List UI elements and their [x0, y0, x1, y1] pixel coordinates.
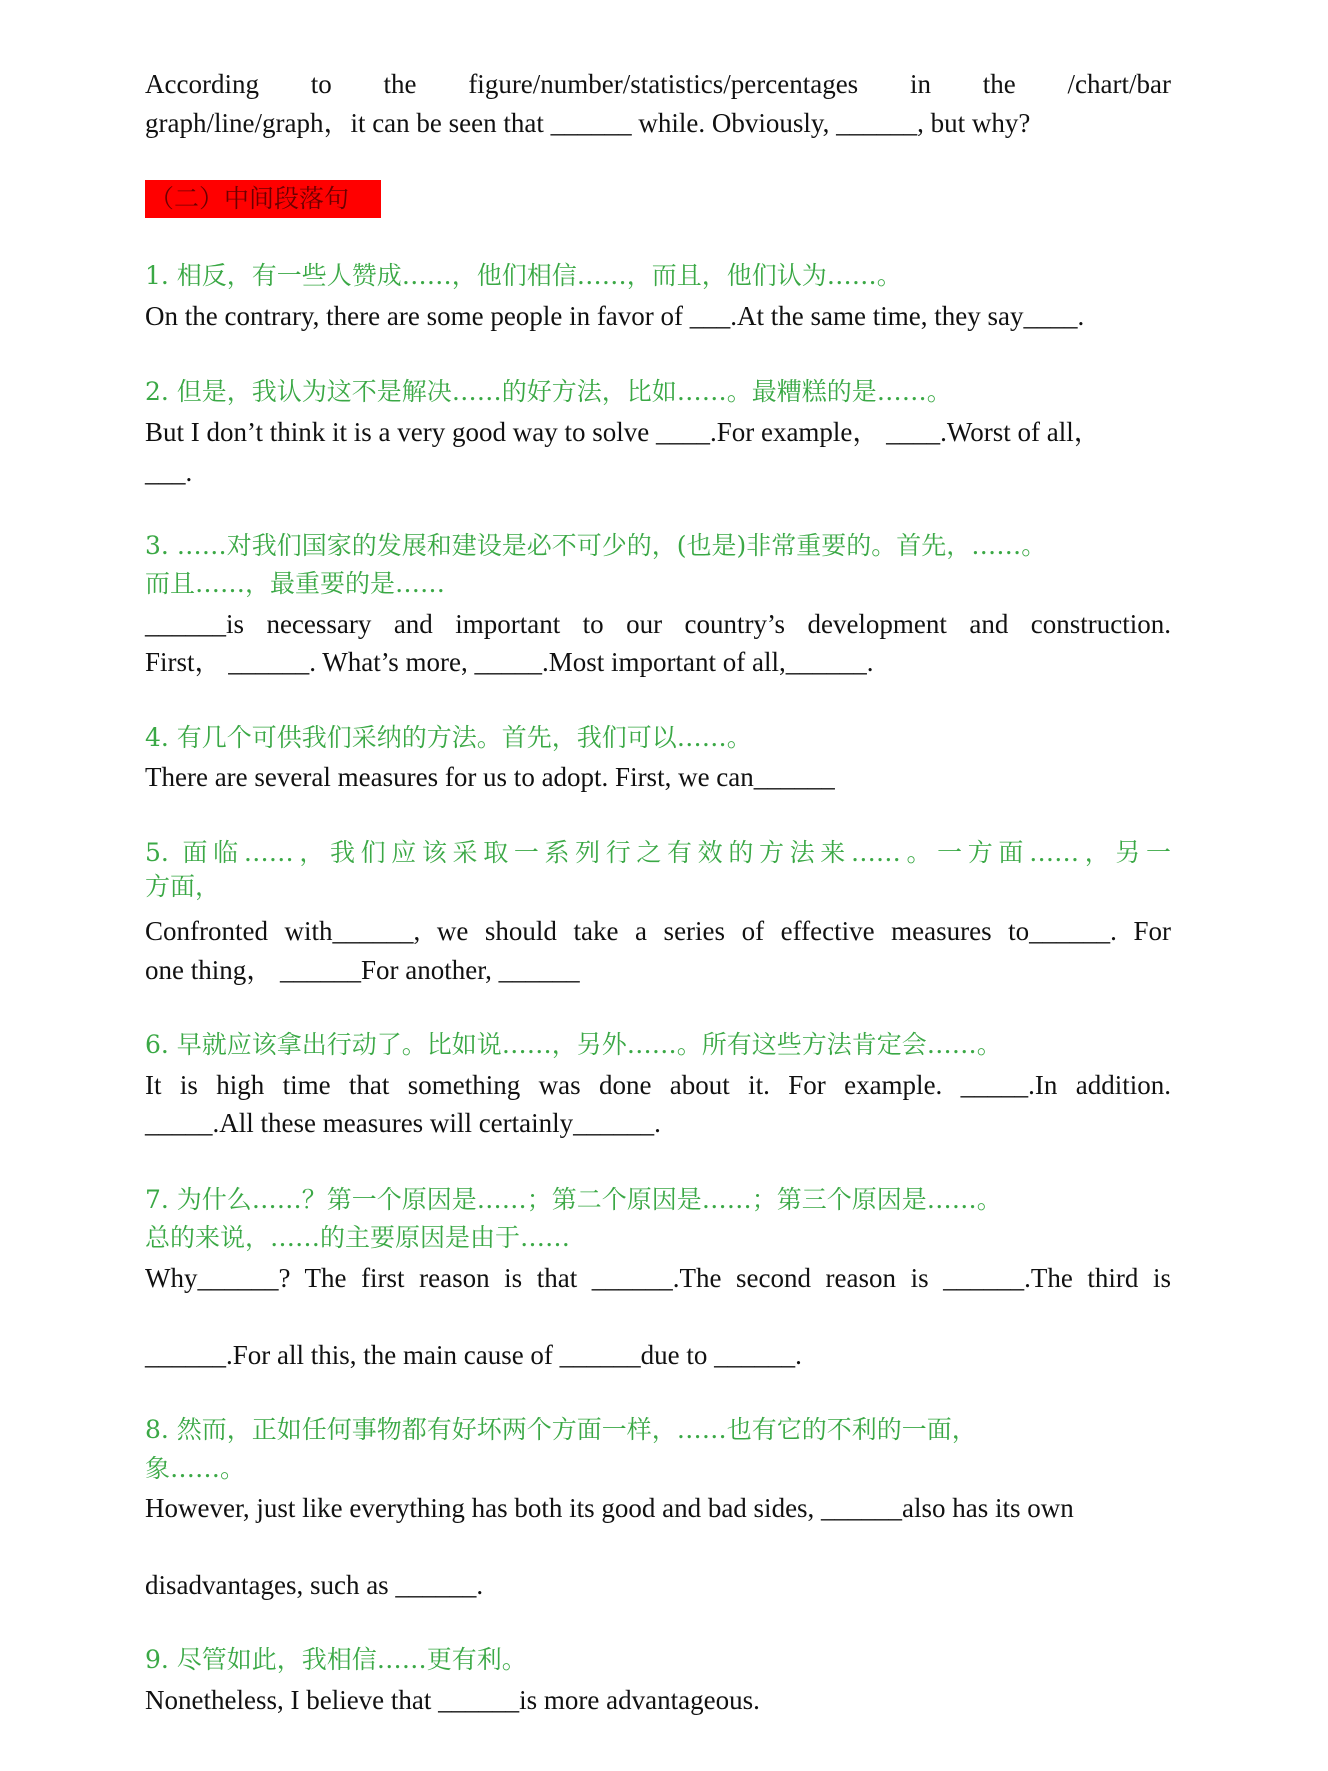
item-7-en: Why______? The first reason is that ______.The second reason is ______.The third is	[145, 1263, 1171, 1293]
item-1-en: On the contrary, there are some people in favor of ___.At the same time, they say____.	[145, 301, 1085, 331]
item-8-en-2: disadvantages, such as ______.	[145, 1570, 484, 1600]
item-3-zh-2: 而且……，最重要的是……	[145, 569, 446, 598]
item-9-en: Nonetheless, I believe that ______is more advantageous.	[145, 1685, 760, 1715]
item-5-zh-2: 方面，	[145, 872, 221, 901]
item-5-zh: 5. 面临……，我们应该采取一系列行之有效的方法来……。一方面……，另一	[145, 838, 1171, 867]
item-7-zh-2: 总的来说，……的主要原因是由于……	[145, 1223, 571, 1252]
item-6-en: It is high time that something was done about it. For example. _____.In addition.	[145, 1070, 1171, 1100]
item-9-zh: 9. 尽管如此，我相信……更有利。	[145, 1645, 527, 1674]
item-8-zh: 8. 然而，正如任何事物都有好坏两个方面一样，……也有它的不利的一面，	[145, 1415, 977, 1444]
item-5-en: Confronted with______, we should take a series of effective measures to______. For	[145, 916, 1171, 946]
item-6-en-2: _____.All these measures will certainly______.	[145, 1108, 661, 1138]
item-1-zh: 1. 相反，有一些人赞成……，他们相信……，而且，他们认为……。	[145, 261, 902, 290]
item-4-en: There are several measures for us to adopt. First, we can______	[145, 762, 835, 792]
item-4-zh: 4. 有几个可供我们采纳的方法。首先，我们可以……。	[145, 723, 752, 752]
item-7-en-2: ______.For all this, the main cause of ______due to ______.	[145, 1340, 802, 1370]
item-5-en-2: one thing， ______For another, ______	[145, 955, 580, 985]
section-heading: （二）中间段落句	[145, 180, 381, 218]
item-7-zh: 7. 为什么……？第一个原因是……；第二个原因是……；第三个原因是……。	[145, 1185, 1002, 1214]
item-3-en: ______is necessary and important to our country’s development and construction.	[145, 609, 1171, 639]
item-3-zh: 3. ……对我们国家的发展和建设是必不可少的，(也是)非常重要的。首先，……。	[145, 531, 1047, 560]
item-2-en: But I don’t think it is a very good way to solve ____.For example， ____.Worst of all，	[145, 417, 1101, 447]
item-2-en-2: ___.	[145, 457, 193, 487]
intro-line-2: graph/line/graph，it can be seen that ______ while. Obviously, ______, but why?	[145, 108, 1031, 138]
item-8-zh-2: 象……。	[145, 1454, 246, 1483]
intro-line-1: According to the figure/number/statistics/percentages in the /chart/bar	[145, 69, 1171, 99]
item-8-en: However, just like everything has both its good and bad sides, ______also has its own	[145, 1493, 1074, 1523]
item-6-zh: 6. 早就应该拿出行动了。比如说……，另外……。所有这些方法肯定会……。	[145, 1030, 1002, 1059]
item-2-zh: 2. 但是，我认为这不是解决……的好方法，比如……。最糟糕的是……。	[145, 377, 952, 406]
item-3-en-2: First， ______. What’s more, _____.Most important of all,______.	[145, 647, 874, 677]
